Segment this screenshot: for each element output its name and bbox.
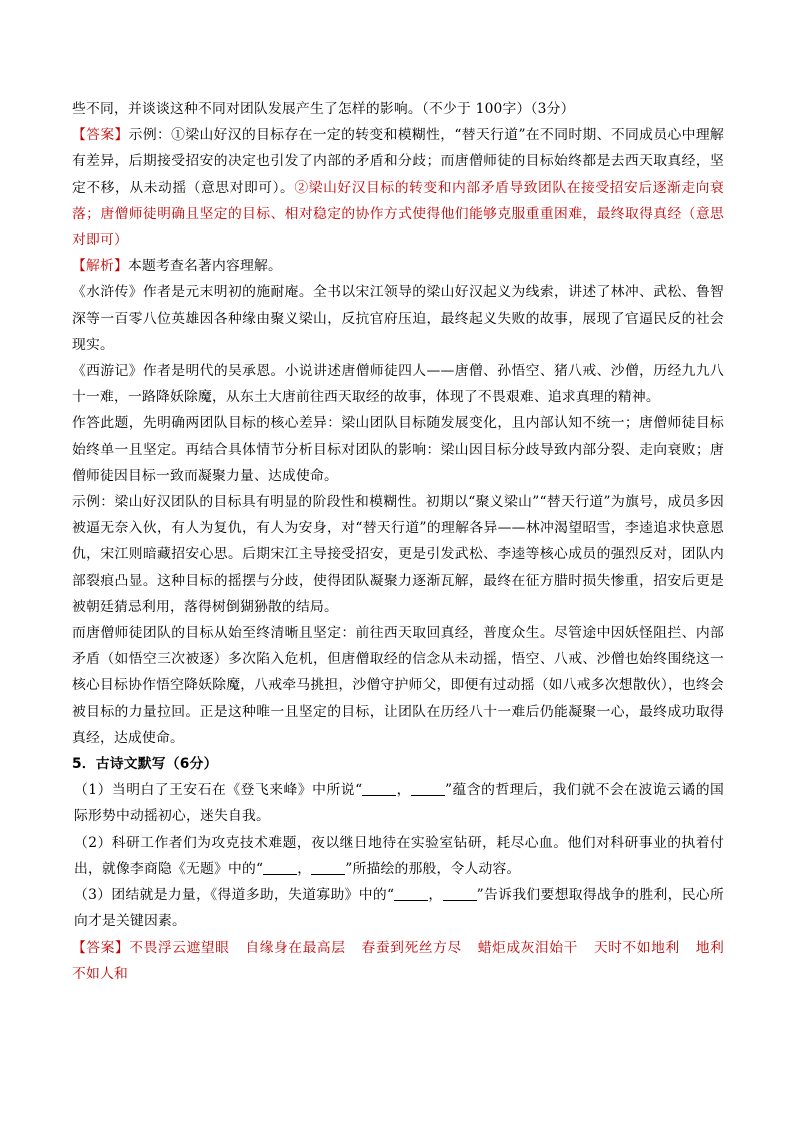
analysis-paragraph: 示例：梁山好汉团队的目标具有明显的阶段性和模糊性。初期以“聚义梁山”“替天行道”为旗号，成员多因被逼无奈入伙，有人为复仇，有人为安身，对“替天行道”的理解各异——林冲渴望昭雪，李逵追求快意恩仇，宋江则暗藏招安心思。后期宋江主导接受招安，更是引发武松、李逵等核心成员的强烈反对，团队内部裂痕凸显。这种目标的摇摆与分歧，使得团队凝聚力逐渐瓦解，最终在征方腊时损失惨重，招安后更是被朝廷猜忌利用，落得树倒猢狲散的结局。 [72,494,724,615]
q5-answer-line: 自缘身在最高层 [245,939,346,956]
q5-answer-line: 蜡炬成灰泪始干 [477,939,578,956]
q5-item-2: （2）科研工作者们为攻克技术难题，夜以继日地待在实验室钻研，耗尽心血。他们对科研事业的执着付出，就像李商隐《无题》中的“ ， ”所描绘的那般，令人动容。 [74,834,724,877]
answer-tag: 【答案】 [72,127,129,144]
analysis-paragraph: 作答此题，先明确两团队目标的核心差异：梁山团队目标随发展变化，且内部认知不统一；唐僧师徒目标始终单一且坚定。再结合具体情节分析目标对团队的影响：梁山因目标分歧导致内部分裂、走向衰败；唐僧师徒因目标一致而凝聚力量、达成使命。 [72,415,724,484]
q5-answer-line: 春蚕到死丝方尽 [361,939,462,956]
document-page [72,96,724,987]
q4-answer-part2: ②梁山好汉目标的转变和内部矛盾导致团队在接受招安后逐渐走向衰落；唐僧师徒明确且坚定的目标、相对稳定的协作方式使得他们能够克服重重困难，最终取得真经（意思对即可） [72,179,724,249]
answer-blank[interactable] [311,860,345,875]
q5-item-1: （1）当明白了王安石在《登飞来峰》中所说“ ， ”蕴含的哲理后，我们就不会在波诡云谲的国际形势中动摇初心，迷失自我。 [74,782,725,825]
answer-blank[interactable] [411,781,445,796]
answer-blank[interactable] [263,860,297,875]
q4-answer [72,122,724,253]
analysis-paragraph: 《西游记》作者是明代的吴承恩。小说讲述唐僧师徒四人——唐僧、孙悟空、猪八戒、沙僧，历经九九八十一难，一路降妖除魔，从东土大唐前往西天取经的故事，体现了不畏艰难、追求真理的精神。 [72,363,724,406]
answer-blank[interactable] [362,781,396,796]
q5-item-3: （3）团结就是力量，《得道多助，失道寡助》中的“ ， ”告诉我们要想取得战争的胜利，民心所向才是关键因素。 [74,887,725,930]
q5-title: 5．古诗文默写（6分） [72,756,218,773]
q5-answer-line: 天时不如地利 [593,939,680,956]
q5-answer-line: 不畏浮云遮望眼 [129,939,230,956]
q4-analysis-intro: 【解析】本题考查名著内容理解。 [72,258,282,275]
q4-answer-part1: 示例：①梁山好汉的目标存在一定的转变和模糊性，“替天行道”在不同时期、不同成员心中理解有差异，后期接受招安的决定也引发了内部的矛盾和分歧；而唐僧师徒的目标始终都是去西天取真经，坚定不移，从未动摇（意思对即可）。 [72,127,724,196]
answer-tag: 【答案】 [72,939,130,956]
answer-blank[interactable] [394,886,428,901]
q4-question-tail: 些不同，并谈谈这种不同对团队发展产生了怎样的影响。（不少于 100字）（3分） [72,101,575,117]
analysis-tag: 【解析】 [72,258,128,275]
q5-answer [72,935,724,987]
q5-answer-line: 地利不如人和 [72,939,725,982]
analysis-paragraph: 而唐僧师徒团队的目标从始至终清晰且坚定：前往西天取回真经，普度众生。尽管途中因妖怪阻拦、内部矛盾（如悟空三次被逐）多次陷入危机，但唐僧取经的信念从未动摇，悟空、八戒、沙僧也始终围绕这一核心目标协作悟空降妖除魔，八戒牵马挑担，沙僧守护师父，即便有过动摇（如八戒多次想散伙），也终会被目标的力量拉回。正是这种唯一且坚定的目标，让团队在历经八十一难后仍能凝聚一心，最终成功取得真经，达成使命。 [72,625,724,746]
analysis-paragraph: 《水浒传》作者是元末明初的施耐庵。全书以宋江领导的梁山好汉起义为线索，讲述了林冲、武松、鲁智深等一百零八位英雄因各种缘由聚义梁山，反抗官府压迫，最终起义失败的故事，展现了官逼民反的社会现实。 [72,284,724,353]
answer-blank[interactable] [443,886,477,901]
